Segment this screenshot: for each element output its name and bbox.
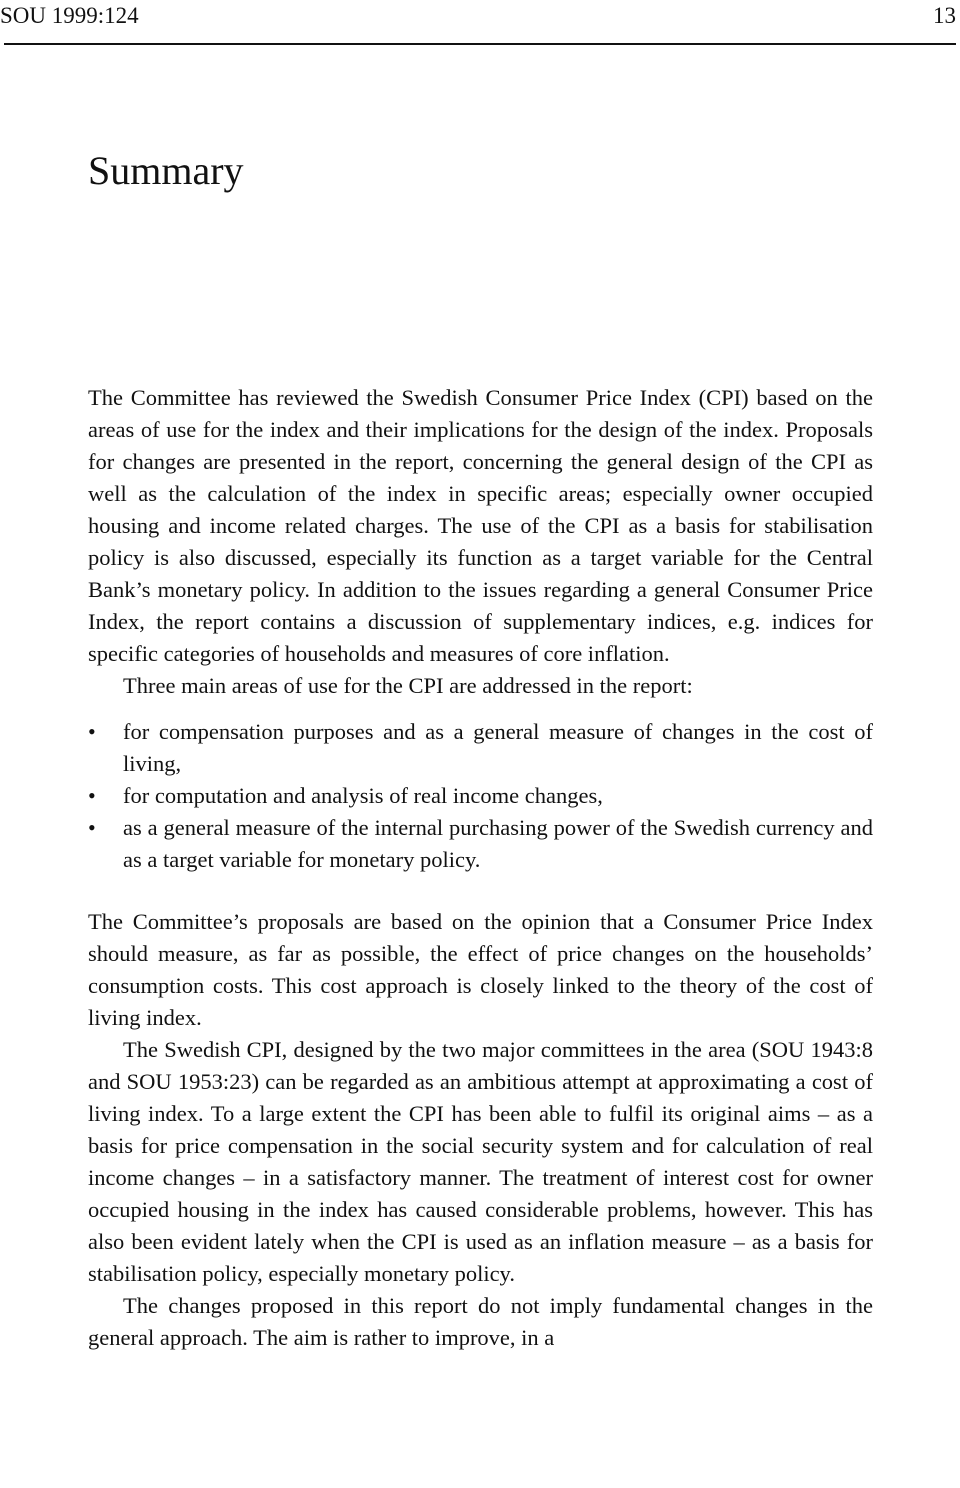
paragraph-areas-of-use: Three main areas of use for the CPI are addressed in the report:	[123, 673, 693, 698]
paragraph-cost-approach: The Committee’s proposals are based on the opinion that a Consumer Price Index should measure, as far as possible, the effect of price changes on the households’ consumption costs. This cost approach is closely linked to the theory of the cost of living index.	[88, 909, 873, 1030]
page-title: Summary	[88, 148, 244, 193]
list-item-text: for computation and analysis of real income changes,	[123, 783, 603, 808]
paragraph-intro: The Committee has reviewed the Swedish Consumer Price Index (CPI) based on the areas of use for the index and their implications for the design of the index. Proposals for changes are presented in the report, concerning the general design of the CPI as well as the calculation of the index in specific areas; especially owner occupied housing and income related charges. The use of the CPI as a basis for stabilisation policy is also discussed, especially its function as a target variable for the Central Bank’s monetary policy. In addition to the issues regarding a general Consumer Price Index, the report contains a discussion of supplementary indices, e.g. indices for specific categories of households and measures of core inflation.	[88, 385, 873, 666]
areas-of-use-list	[88, 716, 873, 876]
bullet-icon: •	[88, 719, 96, 744]
paragraph-proposed-changes: The changes proposed in this report do not imply fundamental changes in the general approach. The aim is rather to improve, in a	[88, 1293, 873, 1350]
list-item-text: for compensation purposes and as a general measure of changes in the cost of living,	[123, 719, 873, 776]
page-number: 13	[933, 3, 956, 28]
list-item-text: as a general measure of the internal purchasing power of the Swedish currency and as a target variable for monetary policy.	[123, 815, 873, 872]
bullet-icon: •	[88, 815, 96, 840]
list-item	[88, 812, 873, 876]
paragraph-swedish-cpi: The Swedish CPI, designed by the two major committees in the area (SOU 1943:8 and SOU 1953:23) can be regarded as an ambitious attempt at approximating a cost of living index. To a large extent the CPI has been able to fulfil its original aims – as a basis for price compensation in the social security system and for calculation of real income changes – in a satisfactory manner. The treatment of interest cost for owner occupied housing in the index has caused considerable problems, however. This has also been evident lately when the CPI is used as an inflation measure – as a basis for stabilisation policy, especially monetary policy.	[88, 1037, 873, 1286]
document-reference: SOU 1999:124	[0, 3, 139, 28]
header-divider	[4, 43, 956, 45]
list-item	[88, 716, 873, 780]
page-header	[0, 0, 960, 46]
list-item	[88, 780, 873, 812]
bullet-icon: •	[88, 783, 96, 808]
summary-body	[88, 382, 873, 1354]
